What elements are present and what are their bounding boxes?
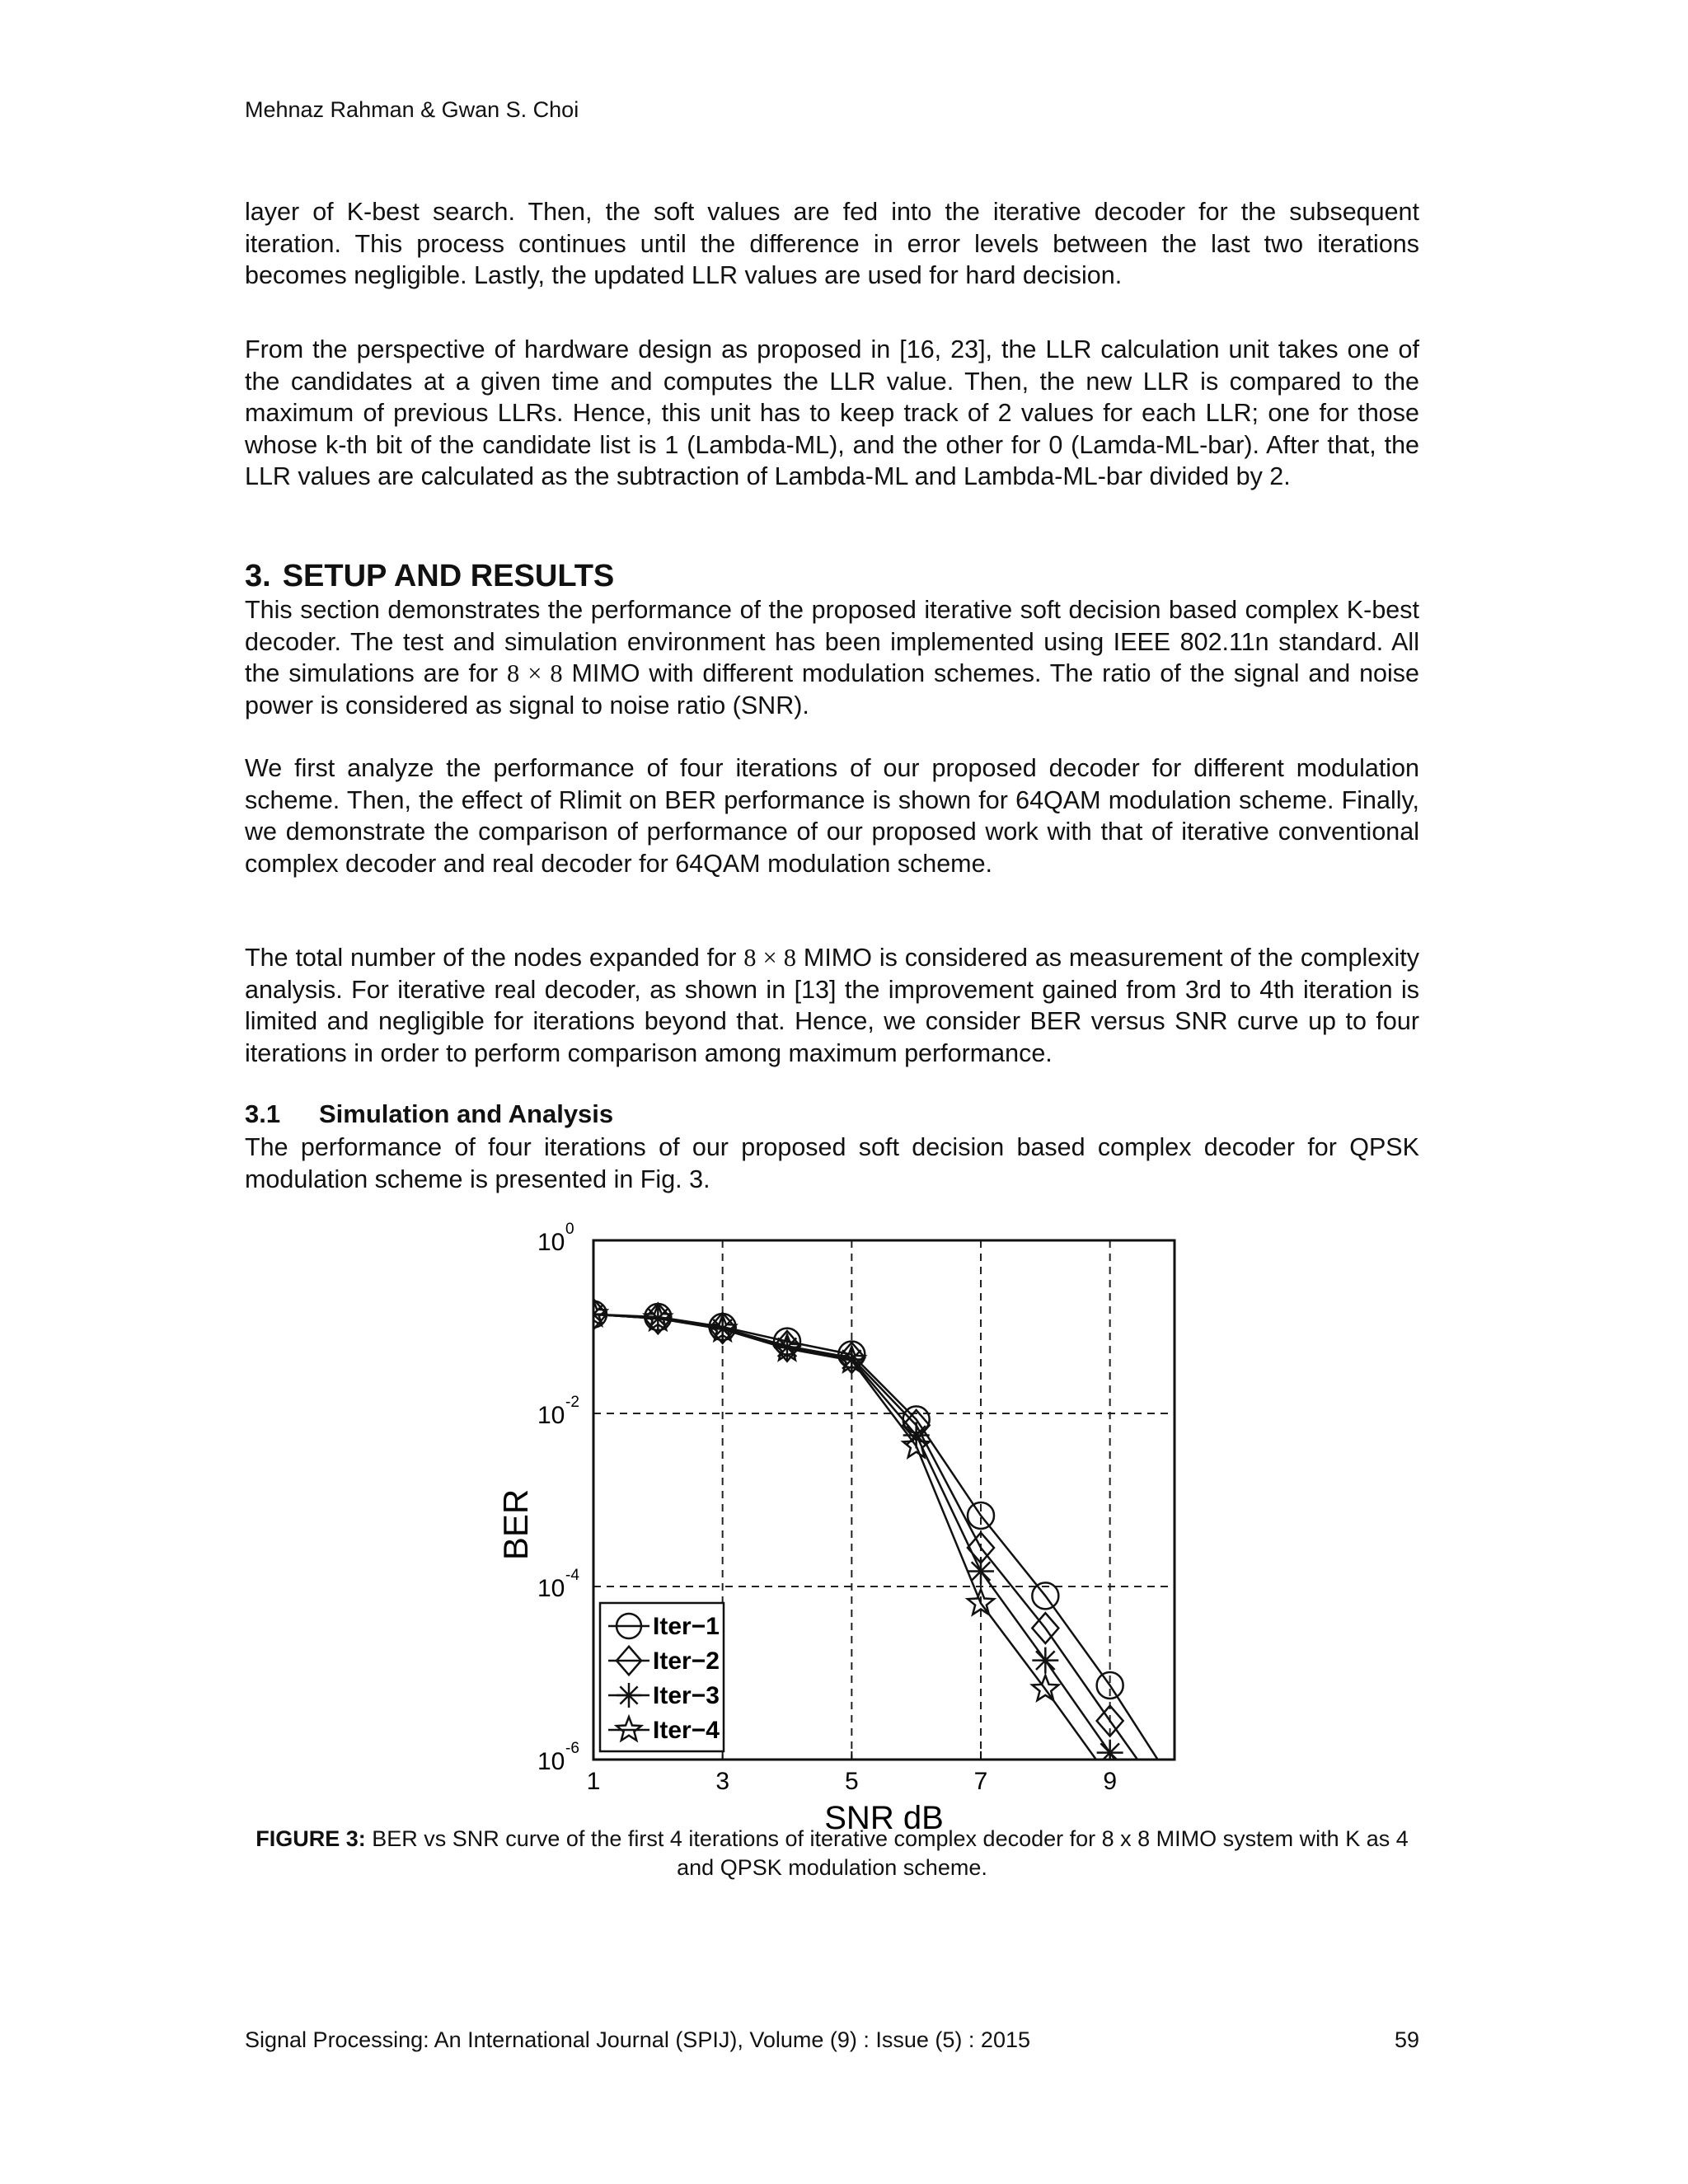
legend-label: Iter−3 bbox=[653, 1682, 720, 1709]
figure-3 bbox=[478, 1207, 1203, 1836]
section-title: SETUP AND RESULTS bbox=[282, 559, 615, 593]
caption-label: FIGURE 3: bbox=[256, 1826, 366, 1851]
y-tick-label: 10 bbox=[537, 1402, 565, 1429]
paragraph-llr-iteration: layer of K-best search. Then, the soft values are fed into the iterative decoder for the subsequent iteration. This process continues until the difference in error levels between the last two iterations becomes negligible. Lastly, the updated LLR values are used for hard decision. bbox=[245, 198, 1419, 290]
subsection-heading bbox=[245, 1099, 613, 1129]
y-tick-label: 10 bbox=[537, 1575, 565, 1602]
ber-vs-snr-chart bbox=[478, 1207, 1203, 1836]
paragraph-setup-part-1: This section demonstrates the performance of the proposed iterative soft decision based complex K-best decoder. The test and simulation environment has been implemented using IEEE 802.11n standard. All the simulations are for bbox=[245, 596, 1419, 688]
subsection-title: Simulation and Analysis bbox=[319, 1099, 614, 1128]
section-number: 3. bbox=[245, 559, 271, 593]
paragraph-hardware-design: From the perspective of hardware design as proposed in [16, 23], the LLR calculation unit takes one of the candidates at a given time and computes the LLR value. Then, the new LLR is compared to the maximum of previous LLRs. Hence, this unit has to keep track of 2 values for each LLR; one for those whose k-th bit of the candidate list is 1 (Lambda-ML), and the other for 0 (Lamda-ML-bar). After that, the LLR values are calculated as the subtraction of Lambda-ML and Lambda-ML-bar divided by 2. bbox=[245, 335, 1419, 491]
x-tick-label: 5 bbox=[844, 1768, 859, 1795]
y-axis-label: BER bbox=[496, 1488, 535, 1561]
x-axis-label: SNR dB bbox=[824, 1800, 944, 1836]
legend-label: Iter−4 bbox=[653, 1717, 720, 1744]
y-tick-label: 10 bbox=[537, 1748, 565, 1775]
y-tick-exponent: -4 bbox=[565, 1567, 579, 1584]
legend-label: Iter−2 bbox=[653, 1647, 720, 1675]
page-footer bbox=[245, 2027, 1419, 2053]
paragraph-complexity-part-1: The total number of the nodes expanded for bbox=[245, 944, 744, 972]
series-3 bbox=[580, 1301, 1175, 1846]
paragraph-setup-part-2: MIMO with different modulation schemes. The ratio of the signal and noise power is considered as signal to noise ratio (SNR). bbox=[245, 659, 1420, 719]
x-tick-label: 7 bbox=[973, 1768, 988, 1795]
section-heading bbox=[245, 559, 614, 594]
data-point bbox=[1032, 1647, 1058, 1674]
legend-label: Iter−1 bbox=[653, 1613, 720, 1640]
paragraph-complexity bbox=[245, 942, 1419, 1069]
subsection-number: 3.1 bbox=[245, 1099, 281, 1128]
math-8x8: 8 × 8 bbox=[506, 659, 563, 688]
paragraph-complexity-part-2: MIMO is considered as measurement of the complexity analysis. For iterative real decoder, as shown in [13] the improvement gained from 3rd to 4th iteration is limited and negligible for iterations beyond that. Hence, we consider BER versus SNR curve up to four iterations in order to perform comparison among maximum performance. bbox=[245, 944, 1419, 1067]
y-tick-exponent: 0 bbox=[565, 1221, 574, 1238]
caption-text: BER vs SNR curve of the first 4 iterations of iterative complex decoder for 8 x 8 MIMO system with K as 4 and QPSK modulation scheme. bbox=[365, 1826, 1409, 1880]
data-point bbox=[1097, 1740, 1123, 1766]
paragraph-setup bbox=[245, 594, 1419, 721]
paragraph-analysis-plan: We first analyze the performance of four iterations of our proposed decoder for different modulation scheme. Then, the effect of Rlimit on BER performance is shown for 64QAM modulation scheme. Finally, we demonstrate the comparison of performance of our proposed work with that of iterative conventional complex decoder and real decoder for 64QAM modulation scheme. bbox=[245, 754, 1419, 878]
math-8x8: 8 × 8 bbox=[743, 944, 797, 972]
legend-marker bbox=[617, 1683, 641, 1708]
y-tick-exponent: -2 bbox=[565, 1394, 579, 1411]
y-tick-exponent: -6 bbox=[565, 1740, 579, 1757]
paragraph-fig3-intro: The performance of four iterations of our proposed soft decision based complex decoder for QPSK modulation scheme is presented in Fig. 3. bbox=[245, 1133, 1419, 1193]
y-tick-label: 10 bbox=[537, 1229, 565, 1256]
x-tick-label: 3 bbox=[715, 1768, 730, 1795]
x-tick-label: 1 bbox=[586, 1768, 601, 1795]
journal-info: Signal Processing: An International Journal (SPIJ), Volume (9) : Issue (5) : 2015 bbox=[245, 2027, 1030, 2052]
x-tick-label: 9 bbox=[1103, 1768, 1118, 1795]
legend bbox=[600, 1603, 724, 1751]
running-header: Mehnaz Rahman & Gwan S. Choi bbox=[245, 97, 579, 122]
series-line bbox=[593, 1315, 1175, 1846]
figure-caption bbox=[245, 1825, 1419, 1882]
page-number: 59 bbox=[1394, 2027, 1419, 2052]
